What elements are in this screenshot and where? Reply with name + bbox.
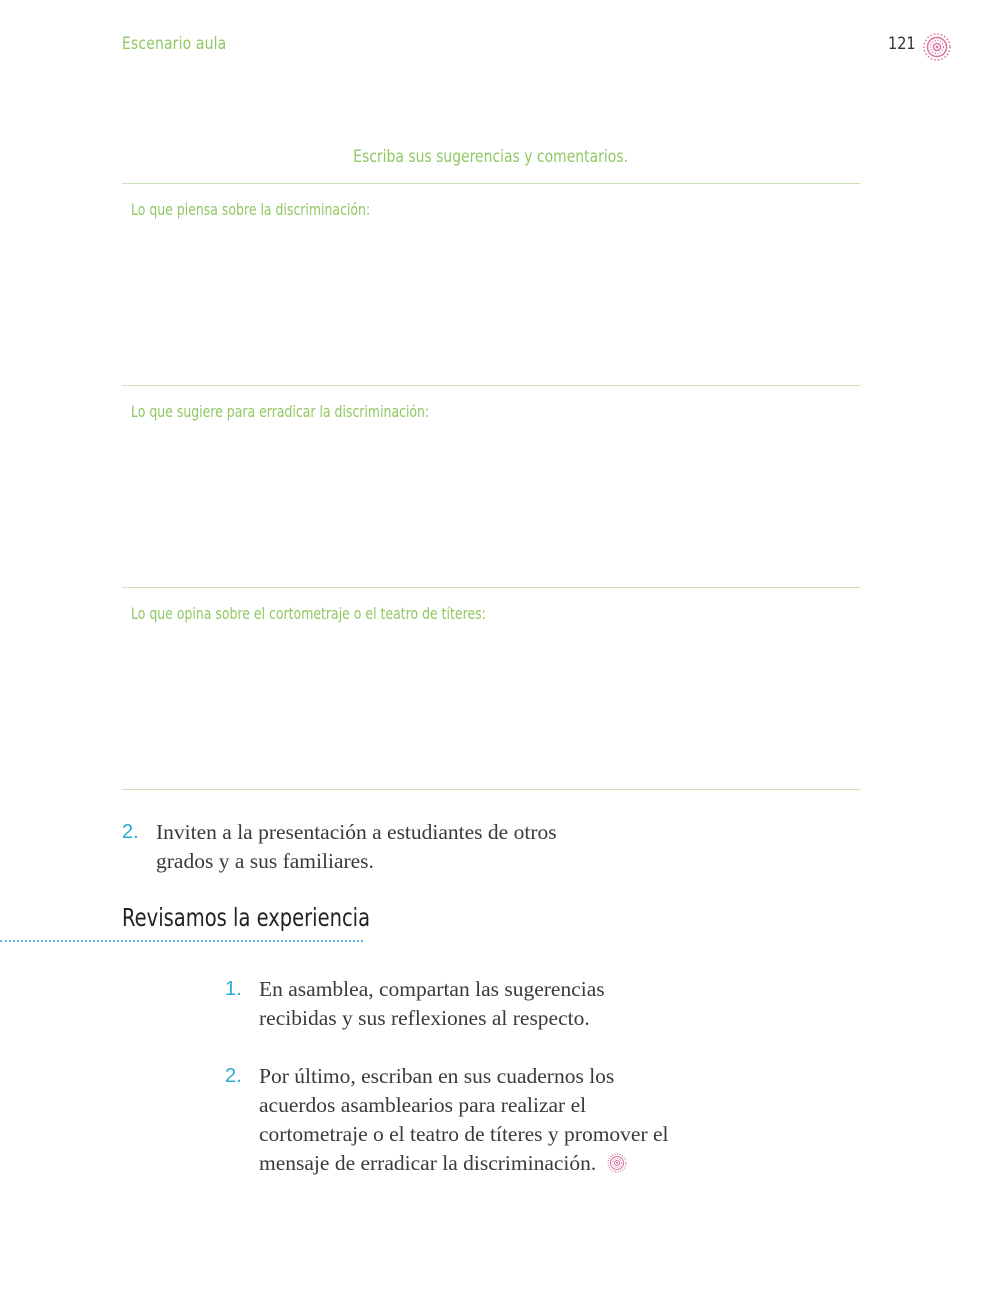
form-heading [122,128,860,184]
section-title: Revisamos la experiencia [122,903,371,932]
form-heading-text: Escriba sus sugerencias y comentarios. [353,147,629,167]
field-label: Lo que sugiere para erradicar la discriminación: [131,402,430,421]
form-field-opinion [122,588,860,790]
item-line: Por último, escriban en sus cuadernos los [259,1064,615,1088]
item-number: 1. [225,978,242,1000]
item-number: 2. [225,1065,242,1087]
sun-spiral-icon [921,31,953,63]
item-number: 2. [122,821,139,843]
item-line: acuerdos asamblearios para realizar el [259,1093,587,1117]
sun-spiral-icon [606,1152,628,1174]
field-label: Lo que opina sobre el cortometraje o el teatro de títeres: [131,604,486,623]
section-divider [0,940,363,942]
page-number: 121 [888,34,916,54]
writing-area[interactable] [122,426,860,581]
item-line: En asamblea, compartan las sugerencias [259,977,605,1001]
review-list-item [225,1062,785,1178]
activity-list-item [122,818,682,876]
item-line: grados y a sus familiares. [156,849,374,873]
item-line: recibidas y sus reflexiones al respecto. [259,1006,590,1030]
suggestions-form [122,128,860,790]
writing-area[interactable] [122,224,860,379]
section-header-title: Escenario aula [122,34,227,54]
item-line: cortometraje o el teatro de títeres y promover el [259,1122,669,1146]
form-field-eradication-suggestions [122,386,860,588]
item-line: Inviten a la presentación a estudiantes de otros [156,820,557,844]
item-line: mensaje de erradicar la discriminación. [259,1151,597,1175]
review-list-item [225,975,785,1033]
writing-area[interactable] [122,628,860,783]
form-field-discrimination-thoughts [122,184,860,386]
field-label: Lo que piensa sobre la discriminación: [131,200,371,219]
